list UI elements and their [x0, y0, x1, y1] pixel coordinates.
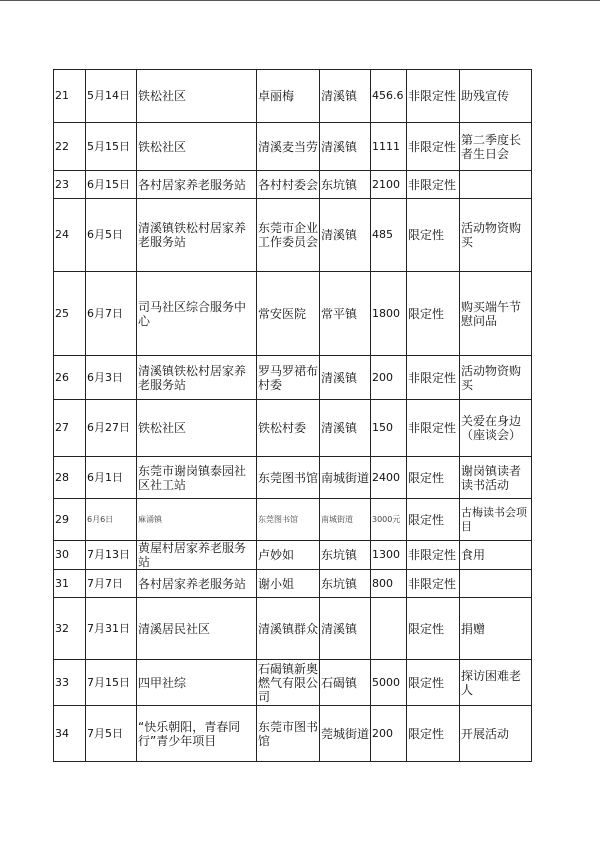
cell-recipient: 铁松社区 [137, 400, 257, 457]
cell-recipient: 清溪镇铁松村居家养老服务站 [137, 199, 257, 272]
cell-amount: 3000元 [371, 499, 407, 541]
cell-number: 30 [54, 541, 86, 570]
table-row [54, 356, 532, 400]
cell-number: 29 [54, 499, 86, 541]
cell-donor: 卢妙如 [257, 541, 320, 570]
cell-amount: 200 [371, 356, 407, 400]
cell-amount: 1111 [371, 123, 407, 171]
cell-date: 6月6日 [86, 499, 137, 541]
cell-recipient: 清溪居民社区 [137, 598, 257, 660]
cell-donor: 东莞市企业工作委员会 [257, 199, 320, 272]
cell-type: 限定性 [407, 660, 460, 706]
cell-town: 清溪镇 [320, 598, 371, 660]
cell-recipient: 东莞市谢岗镇泰园社区社工站 [137, 457, 257, 499]
cell-donor: 卓丽梅 [257, 70, 320, 123]
cell-town: 常平镇 [320, 272, 371, 356]
cell-town: 莞城街道 [320, 706, 371, 762]
cell-type: 非限定性 [407, 70, 460, 123]
cell-recipient: 各村居家养老服务站 [137, 570, 257, 598]
cell-number: 27 [54, 400, 86, 457]
cell-donor: 清溪麦当劳 [257, 123, 320, 171]
cell-date: 6月27日 [86, 400, 137, 457]
cell-date: 6月5日 [86, 199, 137, 272]
table-row [54, 171, 532, 199]
cell-date: 7月5日 [86, 706, 137, 762]
cell-purpose: 古梅读书会项目 [460, 499, 532, 541]
cell-town: 南城街道 [320, 457, 371, 499]
donation-table [53, 69, 532, 762]
cell-date: 6月3日 [86, 356, 137, 400]
cell-type: 非限定性 [407, 400, 460, 457]
cell-number: 23 [54, 171, 86, 199]
cell-purpose: 关爱在身边（座谈会） [460, 400, 532, 457]
cell-date: 7月7日 [86, 570, 137, 598]
cell-donor: 常安医院 [257, 272, 320, 356]
cell-purpose: 购买端午节慰问品 [460, 272, 532, 356]
cell-purpose: 助残宣传 [460, 70, 532, 123]
cell-number: 25 [54, 272, 86, 356]
cell-town: 清溪镇 [320, 199, 371, 272]
cell-donor: 铁松村委 [257, 400, 320, 457]
cell-date: 5月15日 [86, 123, 137, 171]
cell-number: 22 [54, 123, 86, 171]
cell-number: 32 [54, 598, 86, 660]
cell-number: 21 [54, 70, 86, 123]
table-row [54, 70, 532, 123]
table-row [54, 541, 532, 570]
cell-purpose [460, 171, 532, 199]
cell-type: 非限定性 [407, 356, 460, 400]
cell-type: 非限定性 [407, 570, 460, 598]
cell-amount: 1300 [371, 541, 407, 570]
cell-purpose: 活动物资购买 [460, 199, 532, 272]
cell-type: 非限定性 [407, 541, 460, 570]
cell-purpose: 第二季度长者生日会 [460, 123, 532, 171]
cell-recipient: 四甲社综 [137, 660, 257, 706]
cell-purpose: 开展活动 [460, 706, 532, 762]
cell-purpose: 食用 [460, 541, 532, 570]
cell-date: 7月31日 [86, 598, 137, 660]
cell-amount: 485 [371, 199, 407, 272]
cell-town: 清溪镇 [320, 70, 371, 123]
table-row [54, 660, 532, 706]
cell-town: 清溪镇 [320, 400, 371, 457]
table-row [54, 123, 532, 171]
cell-number: 24 [54, 199, 86, 272]
cell-donor: 清溪镇群众 [257, 598, 320, 660]
cell-donor: 东莞图书馆 [257, 499, 320, 541]
table-row [54, 598, 532, 660]
cell-town: 清溪镇 [320, 123, 371, 171]
cell-recipient: 黄屋村居家养老服务站 [137, 541, 257, 570]
cell-donor: 东莞市图书馆 [257, 706, 320, 762]
cell-number: 28 [54, 457, 86, 499]
cell-type: 非限定性 [407, 123, 460, 171]
cell-amount: 456.6 [371, 70, 407, 123]
table-row [54, 570, 532, 598]
cell-town: 东坑镇 [320, 541, 371, 570]
cell-amount: 2100 [371, 171, 407, 199]
cell-donor: 石碣镇新奥燃气有限公司 [258, 661, 319, 704]
cell-amount: 800 [371, 570, 407, 598]
cell-recipient: 铁松社区 [137, 123, 257, 171]
cell-town: 清溪镇 [320, 356, 371, 400]
cell-recipient: 铁松社区 [137, 70, 257, 123]
cell-purpose: 谢岗镇读者读书活动 [460, 457, 532, 499]
cell-amount: 2400 [371, 457, 407, 499]
cell-type: 限定性 [407, 706, 460, 762]
cell-town: 东坑镇 [320, 171, 371, 199]
cell-town: 石碣镇 [320, 660, 371, 706]
cell-purpose: 捐赠 [460, 598, 532, 660]
cell-number: 26 [54, 356, 86, 400]
cell-donor: 各村村委会 [257, 171, 320, 199]
table-row [54, 272, 532, 356]
cell-amount: 1800 [371, 272, 407, 356]
cell-amount: 5000 [371, 660, 407, 706]
cell-recipient: “快乐朝阳，青春同行”青少年项目 [137, 706, 257, 762]
cell-date: 6月1日 [86, 457, 137, 499]
cell-amount: 150 [371, 400, 407, 457]
cell-type: 限定性 [407, 457, 460, 499]
cell-date: 5月14日 [86, 70, 137, 123]
cell-town: 南城街道 [320, 499, 371, 541]
table-row [54, 706, 532, 762]
cell-date: 7月13日 [86, 541, 137, 570]
cell-donor: 谢小姐 [257, 570, 320, 598]
table-row [54, 457, 532, 499]
cell-amount [371, 598, 407, 660]
cell-recipient: 麻涌镇 [137, 499, 257, 541]
cell-type: 非限定性 [407, 171, 460, 199]
cell-donor: 罗马罗裙布村委 [257, 356, 320, 400]
cell-type: 限定性 [407, 272, 460, 356]
cell-purpose [460, 570, 532, 598]
table-row [54, 499, 532, 541]
cell-recipient: 各村居家养老服务站 [137, 171, 257, 199]
cell-type: 限定性 [407, 199, 460, 272]
cell-recipient: 司马社区综合服务中心 [137, 272, 257, 356]
page-top-border [0, 0, 600, 1]
cell-recipient: 清溪镇铁松村居家养老服务站 [137, 356, 257, 400]
cell-number: 33 [54, 660, 86, 706]
cell-type: 限定性 [407, 598, 460, 660]
cell-date: 6月15日 [86, 171, 137, 199]
table-row [54, 199, 532, 272]
cell-number: 34 [54, 706, 86, 762]
cell-purpose: 探访困难老人 [460, 660, 532, 706]
table-row [54, 400, 532, 457]
cell-type: 限定性 [407, 499, 460, 541]
cell-purpose: 活动物资购买 [460, 356, 532, 400]
cell-number: 31 [54, 570, 86, 598]
cell-date: 6月7日 [86, 272, 137, 356]
cell-amount: 200 [371, 706, 407, 762]
cell-date: 7月15日 [86, 660, 137, 706]
cell-donor: 东莞图书馆 [257, 457, 320, 499]
cell-town: 东坑镇 [320, 570, 371, 598]
